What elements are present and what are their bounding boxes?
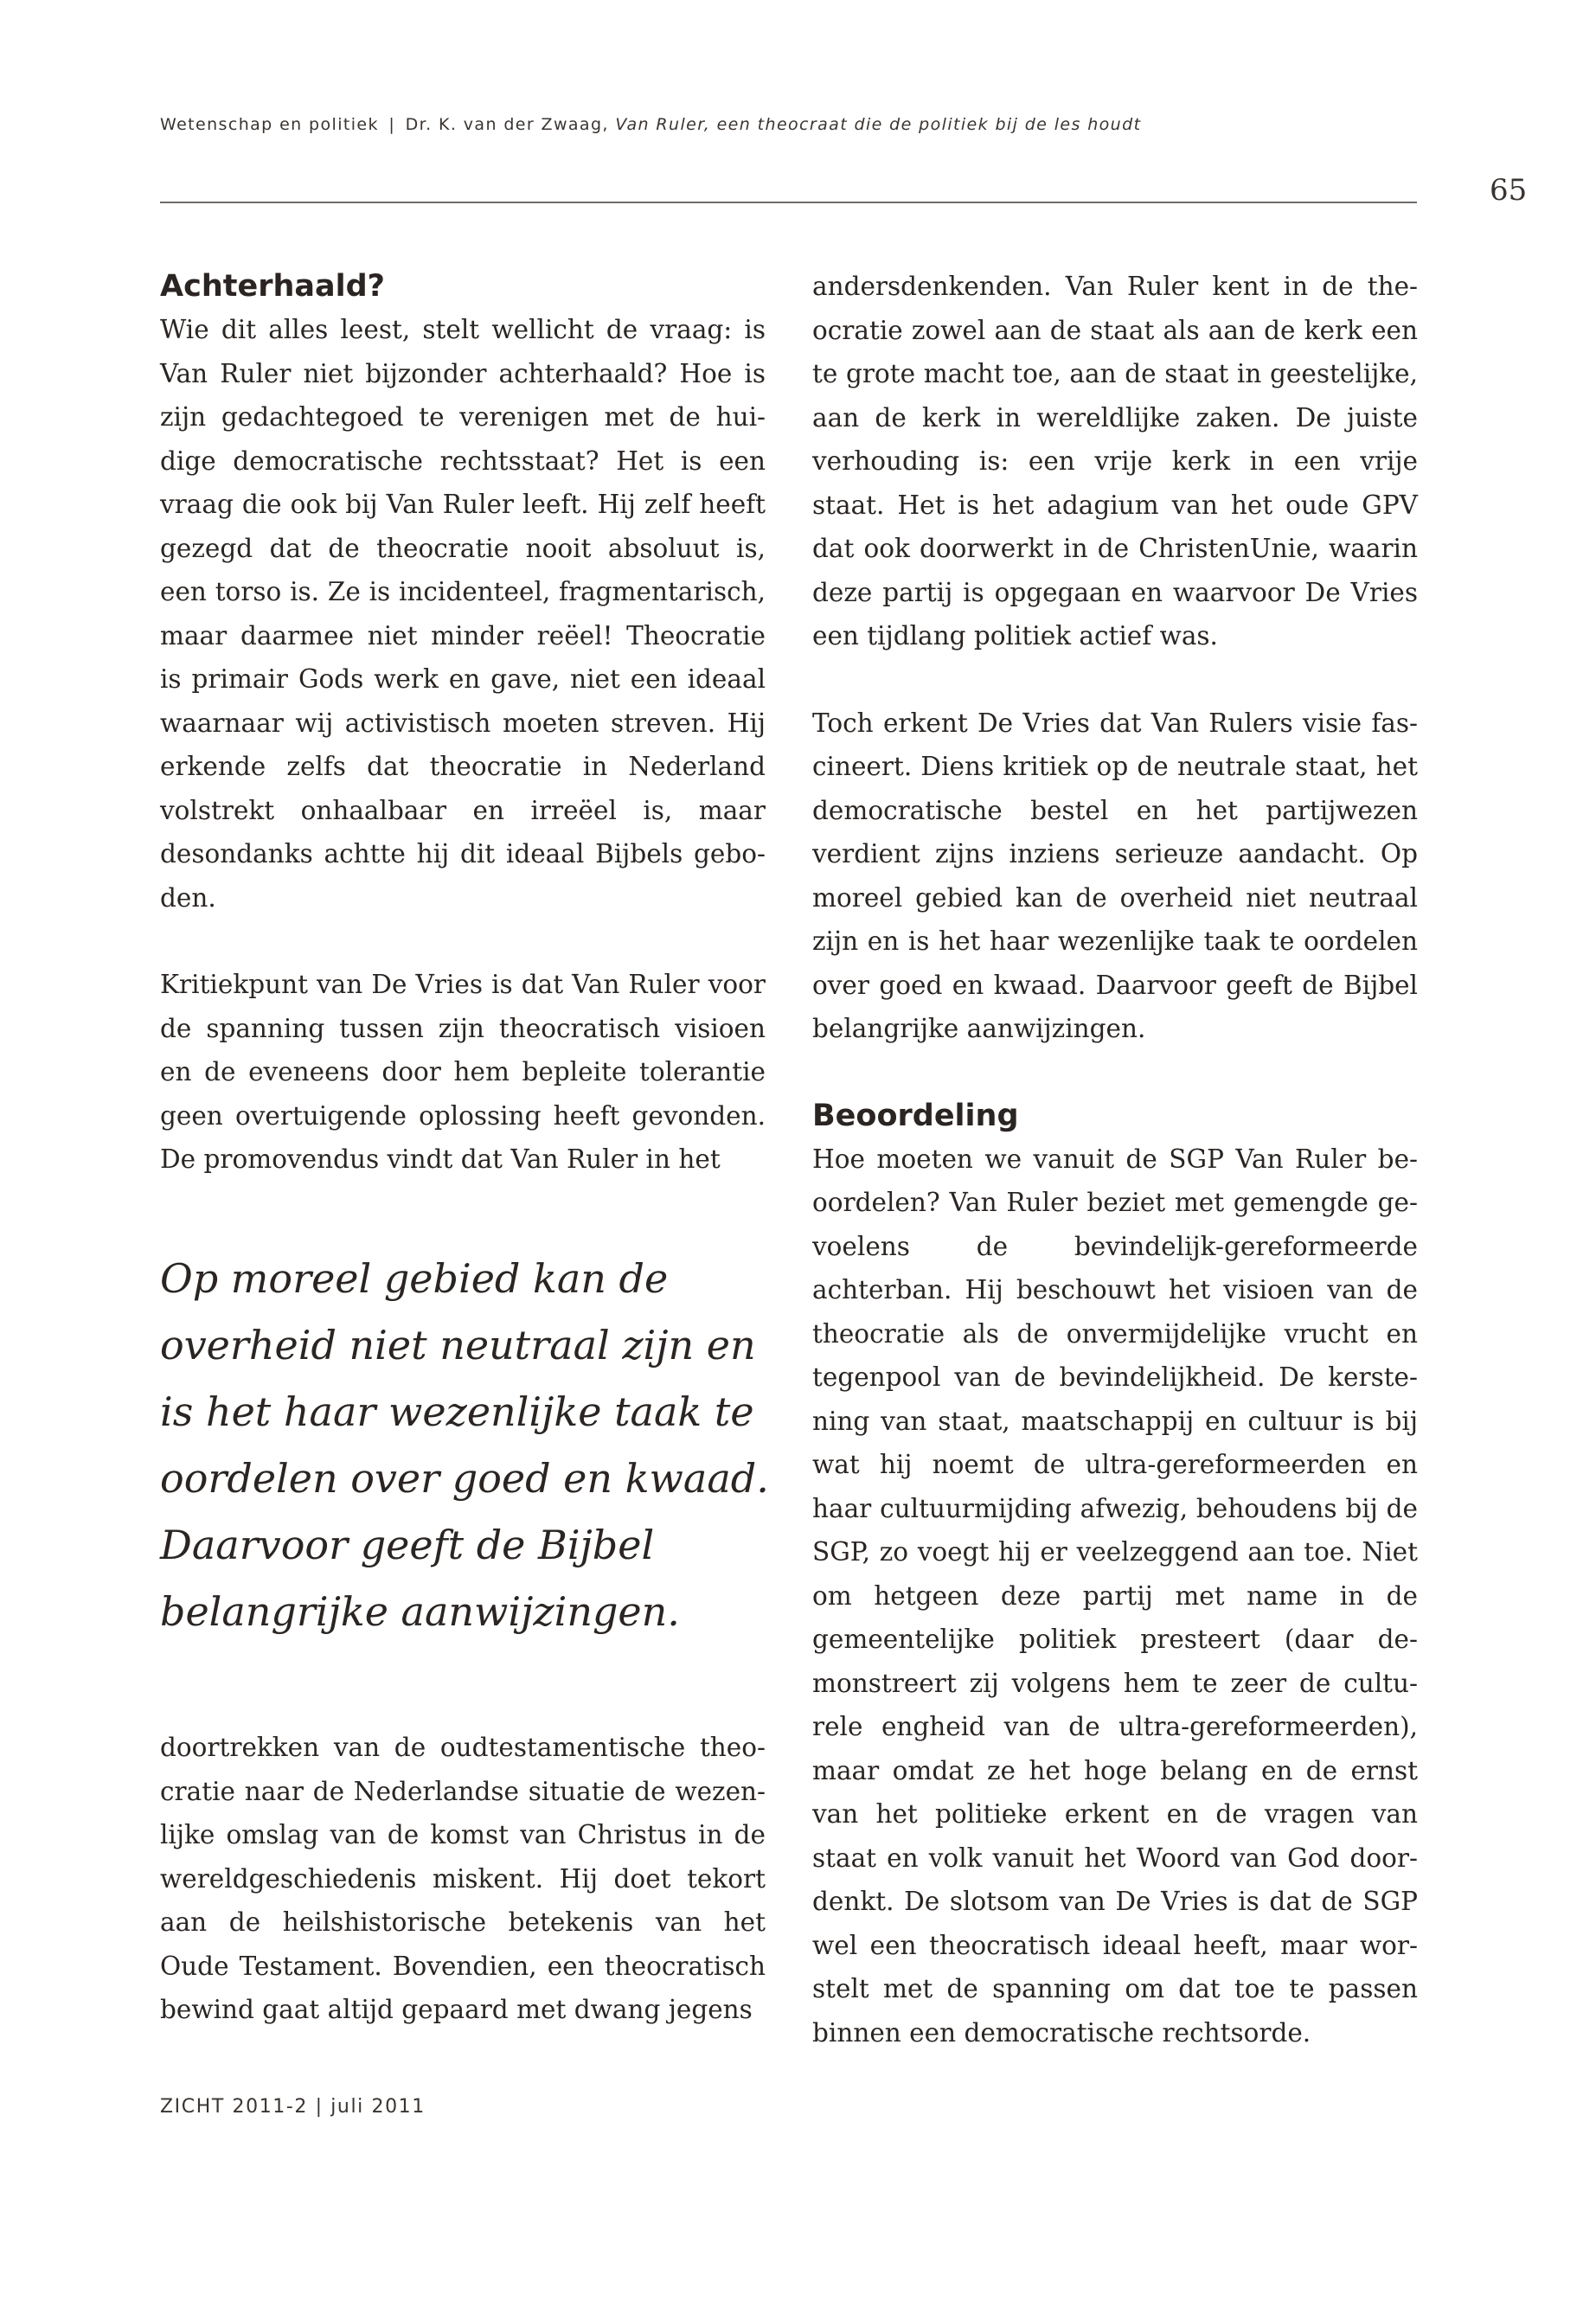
running-head-article-title: Van Ruler, een theocraat die de politiek bij de les houdt <box>615 115 1142 134</box>
left-column-continuation <box>160 1726 766 2032</box>
body-paragraph: Kritiekpunt van De Vries is dat Van Ruler voor de spanning tussen zijn theocratisch visioen en de eveneens door hem bepleite tolerantie geen overtuigende oplossing heeft gevonden. De promovendus vindt dat Van Ruler in het <box>160 970 766 1174</box>
body-paragraph: doortrekken van de oudtestamentische theocratie naar de Nederlandse situatie de wezenlijke omslag van de komst van Christus in de wereldgeschiedenis miskent. Hij doet tekort aan de heilshistorische betekenis van het Oude Testament. Bovendien, een theocratisch bewind gaat altijd gepaard met dwang jegens <box>160 1733 766 2024</box>
running-head <box>160 115 1141 134</box>
running-head-section: Wetenschap en politiek <box>160 115 379 134</box>
page-footer: ZICHT 2011-2 | juli 2011 <box>160 2096 426 2118</box>
right-column <box>812 265 1418 2054</box>
pull-quote: Op moreel gebied kan de overheid niet neutraal zijn en is het haar wezenlijke taak te oordelen over goed en kwaad. Daarvoor geeft de Bijbel belangrijke aanwijzingen. <box>160 1255 769 1635</box>
section-heading-achterhaald: Achterhaald? <box>160 269 385 304</box>
page-number: 65 <box>1490 173 1528 208</box>
section-heading-beoordeling: Beoordeling <box>812 1098 1019 1133</box>
body-paragraph: andersdenkenden. Van Ruler kent in de theocratie zowel aan de staat als aan de kerk een te grote macht toe, aan de staat in geestelijke, aan de kerk in wereldlijke zaken. De juiste verhouding is: een vrije kerk in een vrije staat. Het is het adagium van het oude GPV dat ook doorwerkt in de ChristenUnie, waarin deze partij is opgegaan en waarvoor De Vries een tijdlang politiek actief was. <box>812 272 1418 651</box>
body-paragraph: Hoe moeten we vanuit de SGP Van Ruler beoordelen? Van Ruler beziet met gemengde gevoelens de bevindelijk-gereformeerde achterban. Hij beschouwt het visioen van de theocratie als de onvermijdelijke vrucht en tegenpool van de bevindelijkheid. De kerstening van staat, maatschappij en cultuur is bij wat hij noemt de ultra-gereformeerden en haar cultuurmijding afwezig, behoudens bij de SGP, zo voegt hij er veelzeggend aan toe. Niet om hetgeen deze partij met name in de gemeentelijke politiek presteert (daar demonstreert zij volgens hem te zeer de culturele engheid van de ultra-gereformeerden), maar omdat ze het hoge belang en de ernst van het politieke erkent en de vragen van staat en volk vanuit het Woord van God doordenkt. De slotsom van De Vries is dat de SGP wel een theocratisch ideaal heeft, maar worstelt met de spanning om dat toe te passen binnen een democratische rechtsorde. <box>812 1144 1418 2048</box>
body-paragraph: Wie dit alles leest, stelt wellicht de vraag: is Van Ruler niet bijzonder achterhaald? Hoe is zijn gedachtegoed te verenigen met de huidige democratische rechtsstaat? Het is een vraag die ook bij Van Ruler leeft. Hij zelf heeft gezegd dat de theocratie nooit absoluut is, een torso is. Ze is incidenteel, fragmentarisch, maar daarmee niet minder reëel! Theocratie is primair Gods werk en gave, niet een ideaal waarnaar wij activistisch moeten streven. Hij erkende zelfs dat theocratie in Nederland volstrekt onhaalbaar en irreëel is, maar desondanks achtte hij dit ideaal Bijbels geboden. <box>160 315 766 913</box>
left-column <box>160 265 766 1182</box>
body-paragraph: Toch erkent De Vries dat Van Rulers visie fascineert. Diens kritiek op de neutrale staat, het democratische bestel en het partijwezen verdient zijns inziens serieuze aandacht. Op moreel gebied kan de overheid niet neutraal zijn en is het haar wezenlijke taak te oordelen over goed en kwaad. Daarvoor geeft de Bijbel belangrijke aanwijzingen. <box>812 708 1418 1043</box>
running-head-author: Dr. K. van der Zwaag, <box>405 115 609 134</box>
header-rule <box>160 202 1417 203</box>
running-head-separator: | <box>388 115 396 134</box>
